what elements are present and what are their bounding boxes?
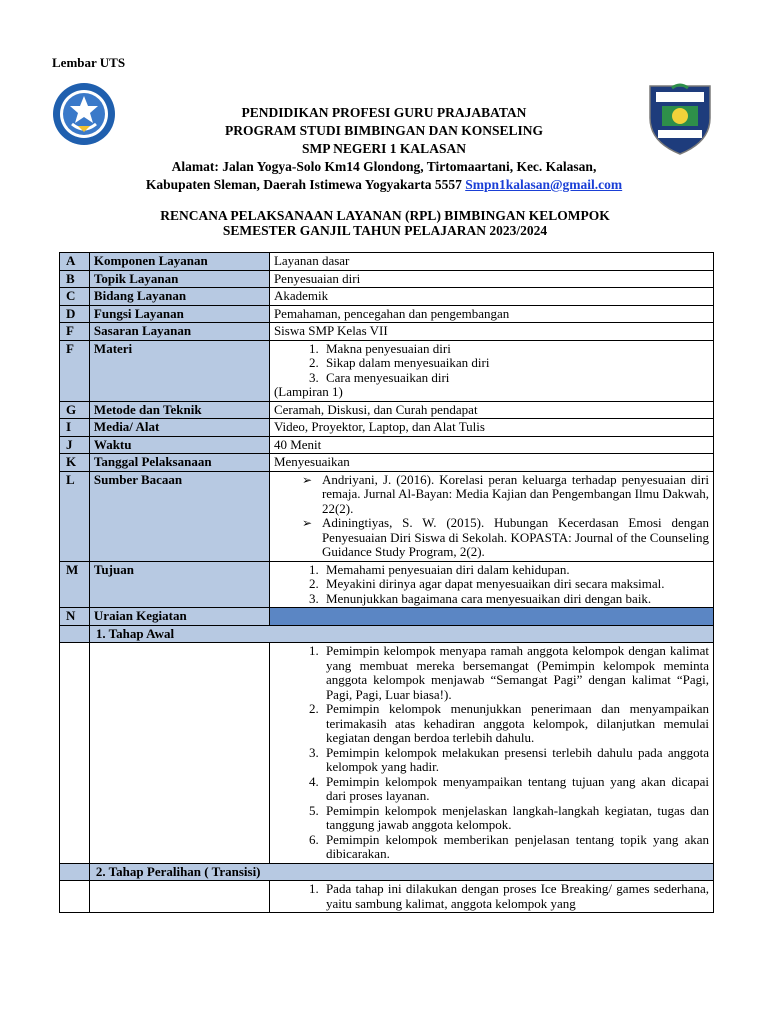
row-value [269, 340, 713, 401]
row-key: M [60, 561, 90, 608]
list-item: 6. Pemimpin kelompok memberikan penjelasan tentang topik yang akan dibicarakan. [322, 833, 709, 862]
row-value: Video, Proyektor, Laptop, dan Alat Tulis [269, 419, 713, 437]
materi-note: (Lampiran 1) [273, 384, 343, 399]
list-item: 5. Pemimpin kelompok menjelaskan langkah-langkah kegiatan, tugas dan tanggung jawab anggota kelompok. [322, 804, 709, 833]
row-value [269, 608, 713, 626]
header-line-1: PENDIDIKAN PROFESI GURU PRAJABATAN [241, 105, 527, 120]
table-row-tahap-awal [60, 643, 714, 864]
row-value: Penyesuaian diri [269, 270, 713, 288]
school-header [100, 104, 668, 194]
row-label: Komponen Layanan [89, 253, 269, 271]
header-address: Alamat: Jalan Yogya-Solo Km14 Glondong, Tirtomaartani, Kec. Kalasan, [171, 159, 597, 174]
row-key: N [60, 608, 90, 626]
table-row-sumber [60, 471, 714, 561]
row-label: Tanggal Pelaksanaan [89, 454, 269, 472]
list-item: 1. Pada tahap ini dilakukan dengan proses Ice Breaking/ games sederhana, yaitu sambung kalimat, anggota kelompok yang [322, 882, 709, 911]
list-item: 3. Menunjukkan bagaimana cara menyesuaikan diri dengan baik. [322, 592, 709, 607]
table-row [60, 454, 714, 472]
list-item: 2. Meyakini dirinya agar dapat menyesuaikan diri secara maksimal. [322, 577, 709, 592]
table-row [60, 436, 714, 454]
row-key: F [60, 323, 90, 341]
section-heading-tahap-peralihan: 2. Tahap Peralihan ( Transisi) [89, 863, 713, 881]
document-title [60, 208, 710, 238]
row-key: A [60, 253, 90, 271]
row-value: Pemahaman, pencegahan dan pengembangan [269, 305, 713, 323]
sumber-list [274, 473, 709, 560]
table-row [60, 270, 714, 288]
row-key [60, 625, 90, 643]
row-value: Siswa SMP Kelas VII [269, 323, 713, 341]
title-line-2: SEMESTER GANJIL TAHUN PELAJARAN 2023/2024 [222, 223, 548, 238]
row-value: Menyesuaikan [269, 454, 713, 472]
table-row [60, 323, 714, 341]
table-row-materi [60, 340, 714, 401]
row-key: D [60, 305, 90, 323]
row-label: Metode dan Teknik [89, 401, 269, 419]
row-key: L [60, 471, 90, 561]
title-line-1: RENCANA PELAKSANAAN LAYANAN (RPL) BIMBINGAN KELOMPOK [160, 208, 610, 223]
row-label: Sasaran Layanan [89, 323, 269, 341]
row-label: Waktu [89, 436, 269, 454]
row-value [269, 471, 713, 561]
list-item: 2. Sikap dalam menyesuaikan diri [322, 356, 709, 371]
row-value: 40 Menit [269, 436, 713, 454]
row-label: Topik Layanan [89, 270, 269, 288]
table-row [60, 305, 714, 323]
row-label: Media/ Alat [89, 419, 269, 437]
row-key: K [60, 454, 90, 472]
row-label: Materi [89, 340, 269, 401]
row-value: Ceramah, Diskusi, dan Curah pendapat [269, 401, 713, 419]
row-value: Layanan dasar [269, 253, 713, 271]
row-key: G [60, 401, 90, 419]
row-value [269, 643, 713, 864]
list-item: ➢ Adiningtiyas, S. W. (2015). Hubungan Kecerdasan Emosi dengan Penyesuaian Diri Siswa di Sekolah. KOPASTA: Journal of the Counseling Guidance Study Program, 2(2). [322, 516, 709, 560]
list-item: 3. Pemimpin kelompok melakukan presensi terlebih dahulu pada anggota kelompok yang hadir. [322, 746, 709, 775]
row-key: C [60, 288, 90, 306]
row-key: J [60, 436, 90, 454]
row-label: Uraian Kegiatan [89, 608, 269, 626]
materi-list [274, 342, 709, 386]
section-heading-row [60, 625, 714, 643]
table-row [60, 419, 714, 437]
table-row [60, 253, 714, 271]
table-row [60, 288, 714, 306]
row-value: Akademik [269, 288, 713, 306]
list-item: 1. Pemimpin kelompok menyapa ramah anggota kelompok dengan kalimat yang membuat mereka bersemangat (Pemimpin kelompok meminta anggota kelompok menjawab “Semangat Pagi” dengan kalimat “Pagi, Pagi, Pagi, Luar biasa!). [322, 644, 709, 702]
row-key: B [60, 270, 90, 288]
row-label: Bidang Layanan [89, 288, 269, 306]
row-key: I [60, 419, 90, 437]
table-row-uraian [60, 608, 714, 626]
row-key: F [60, 340, 90, 401]
row-key [60, 881, 90, 913]
table-row [60, 401, 714, 419]
list-item: 2. Pemimpin kelompok menunjukkan penerimaan dan menyampaikan terimakasih atas kehadiran anggota kelompok, dilanjutkan memulai kegiatan dengan berdoa terlebih dahulu. [322, 702, 709, 746]
row-label: Fungsi Layanan [89, 305, 269, 323]
table-row-tahap-peralihan [60, 881, 714, 913]
email-link[interactable]: Smpn1kalasan@gmail.com [465, 177, 623, 192]
header-address-2 [100, 176, 668, 194]
row-value [269, 561, 713, 608]
list-item: 1. Memahami penyesuaian diri dalam kehidupan. [322, 563, 709, 578]
row-label: Sumber Bacaan [89, 471, 269, 561]
header-city: Kabupaten Sleman, Daerah Istimewa Yogyakarta 5557 [145, 177, 462, 192]
tahap-awal-list [274, 644, 709, 862]
row-value [269, 881, 713, 913]
row-label [89, 643, 269, 864]
list-item: 3. Cara menyesuaikan diri [322, 371, 709, 386]
table-row-tujuan [60, 561, 714, 608]
row-key [60, 643, 90, 864]
list-item: ➢ Andriyani, J. (2016). Korelasi peran keluarga terhadap penyesuaian diri remaja. Jurnal Al-Bayan: Media Kajian dan Pengembangan Ilmu Dakwah, 22(2). [322, 473, 709, 517]
section-heading-row [60, 863, 714, 881]
row-label: Tujuan [89, 561, 269, 608]
row-label [89, 881, 269, 913]
tujuan-list [274, 563, 709, 607]
tahap-peralihan-list [274, 882, 709, 911]
doc-label: Lembar UTS [52, 55, 126, 70]
header-line-3: SMP NEGERI 1 KALASAN [302, 141, 466, 156]
rpl-table [59, 252, 714, 913]
list-item: 4. Pemimpin kelompok menyampaikan tentang tujuan yang akan dicapai dari proses layanan. [322, 775, 709, 804]
row-key [60, 863, 90, 881]
section-heading-tahap-awal: 1. Tahap Awal [89, 625, 713, 643]
list-item: 1. Makna penyesuaian diri [322, 342, 709, 357]
header-line-2: PROGRAM STUDI BIMBINGAN DAN KONSELING [224, 123, 544, 138]
